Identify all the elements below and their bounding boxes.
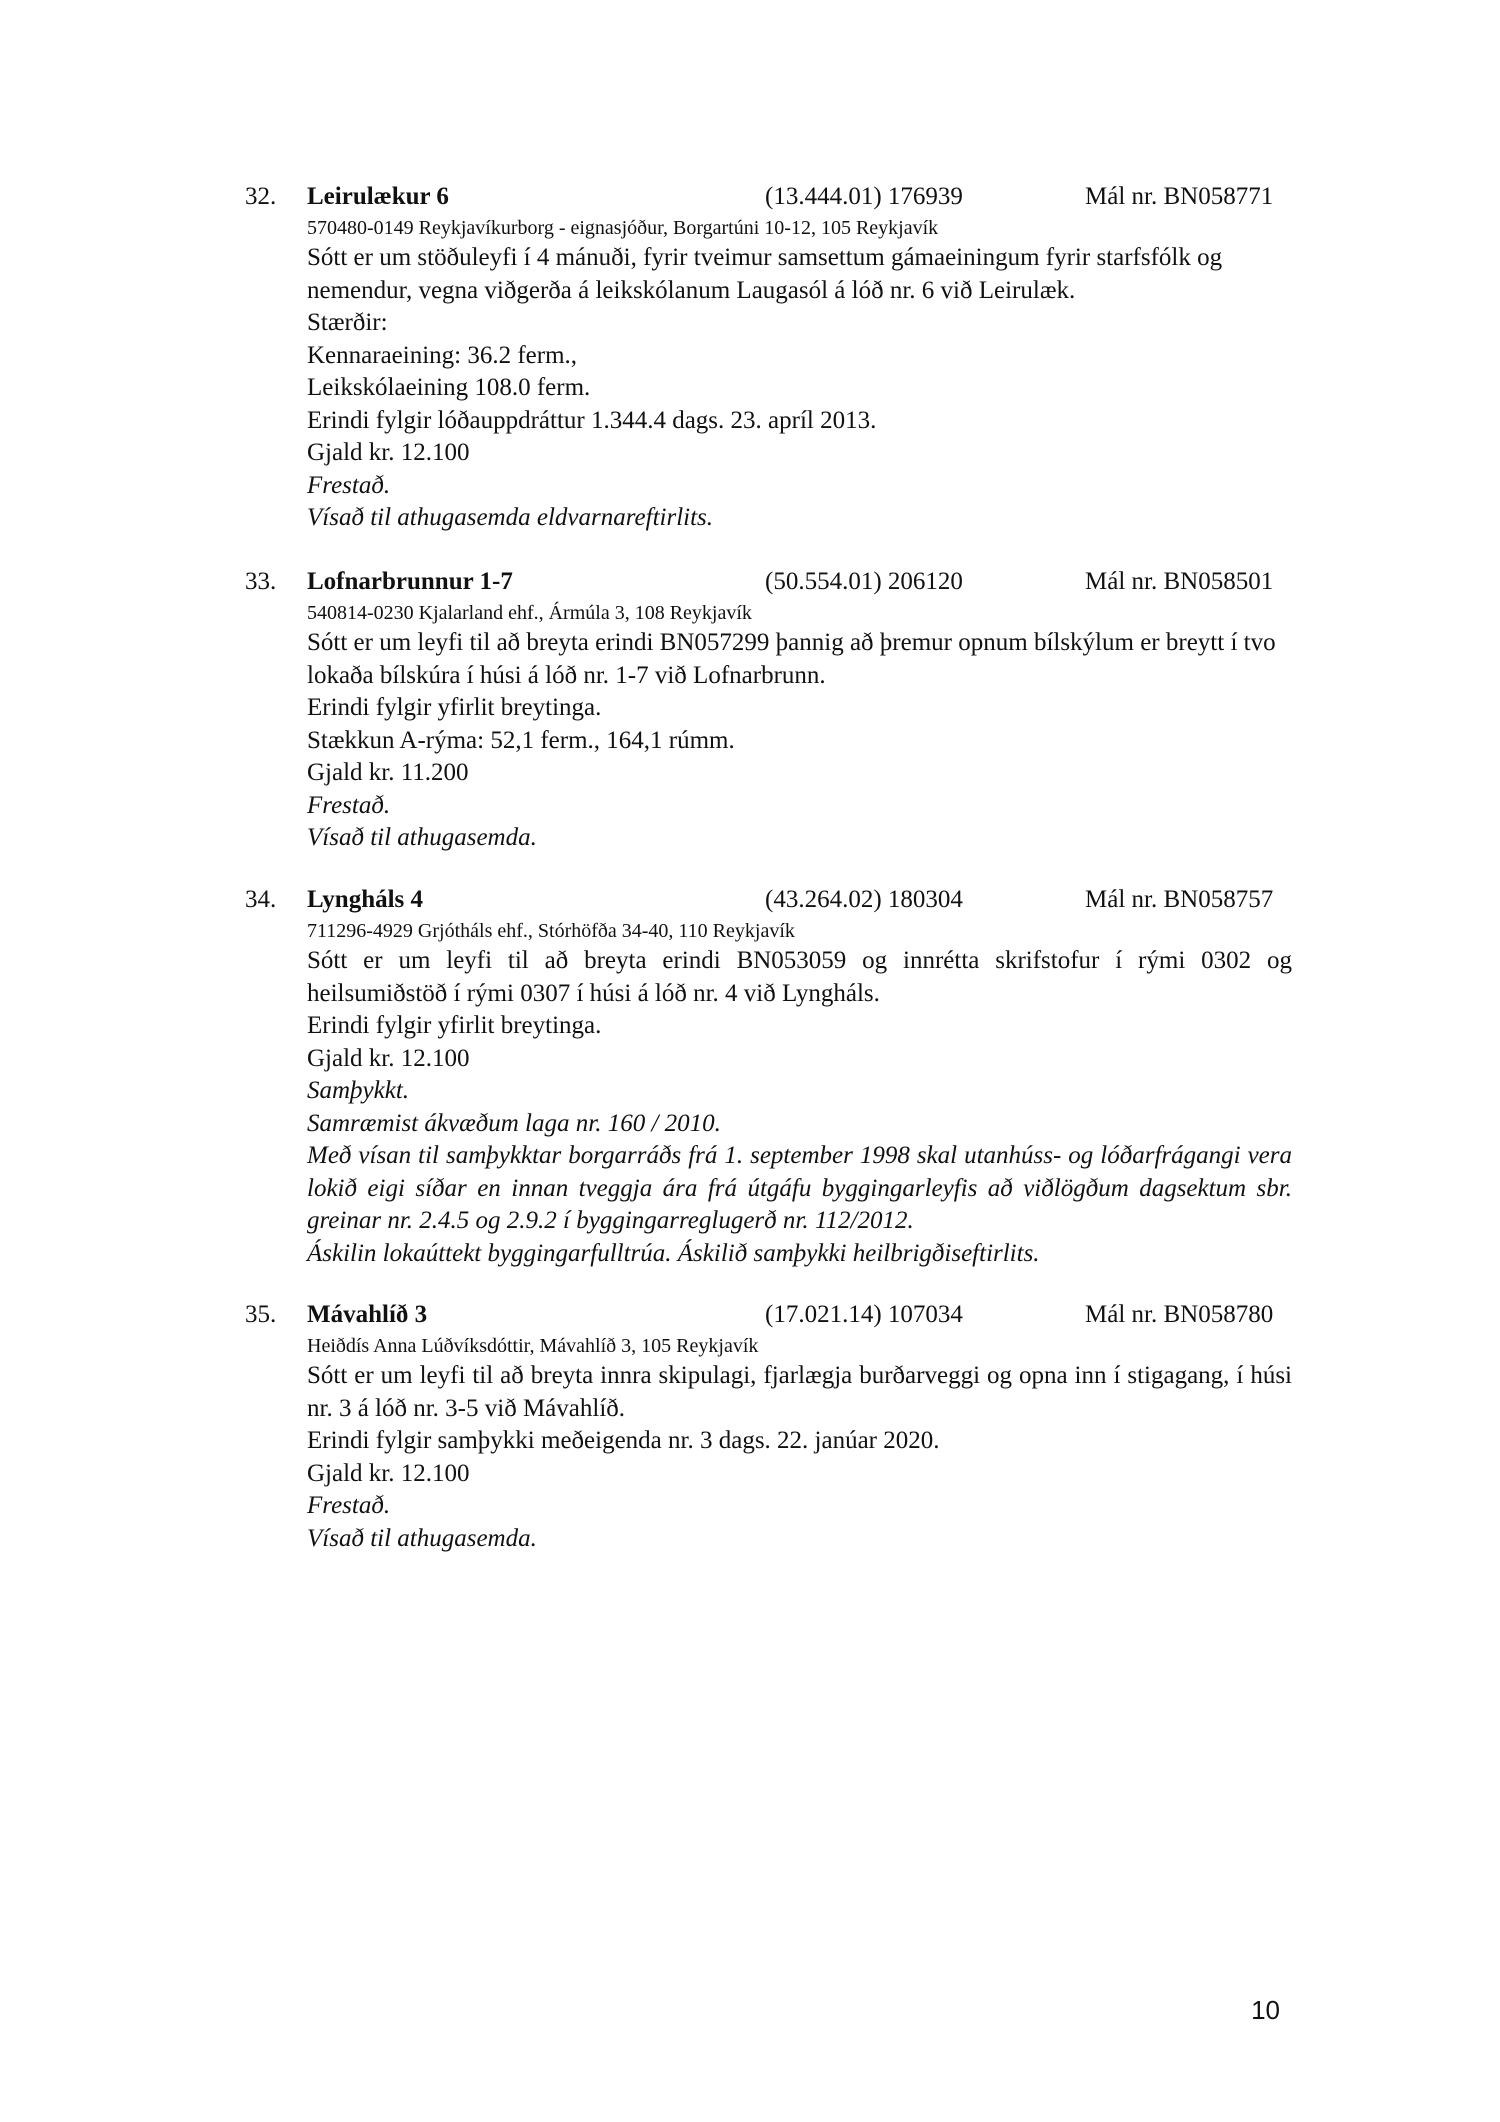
decision-line: Samræmist ákvæðum laga nr. 160 / 2010. — [307, 1109, 721, 1137]
applicant: 540814-0230 Kjalarland ehf., Ármúla 3, 108 Reykjavík — [307, 602, 752, 624]
land-number: (50.554.01) 206120 — [765, 568, 963, 595]
detail-line: Erindi fylgir samþykki meðeigenda nr. 3 dags. 22. janúar 2020. — [307, 1427, 940, 1454]
condition-note: Með vísan til samþykktar borgarráðs frá 1. september 1998 skal utanhúss- og lóðarfrágangi vera lokið eigi síðar en innan tveggja ára frá útgáfu byggingarleyfis að viðlögðum dagsektum sbr. greinar nr. 2.4.5 og 2.9.2 í byggingarreglugerð nr. 112/2012. — [307, 1142, 1292, 1234]
request-text: Sótt er um leyfi til að breyta erindi BN053059 og innrétta skrifstofur í rými 0302 og heilsumiðstöð í rými 0307 í húsi á lóð nr. 4 við Lyngháls. — [307, 947, 1292, 1007]
detail-line: Erindi fylgir yfirlit breytinga. — [307, 694, 602, 721]
entry-number: 35. — [245, 1301, 277, 1328]
case-number: Mál nr. BN058780 — [1085, 1301, 1274, 1328]
case-entry-34 — [245, 883, 1295, 1270]
fee-line: Gjald kr. 12.100 — [307, 1044, 470, 1072]
property-title: Lofnarbrunnur 1-7 — [307, 568, 513, 595]
entry-header — [245, 1298, 1295, 1332]
fee-line: Gjald kr. 12.100 — [307, 1459, 470, 1487]
applicant: 570480-0149 Reykjavíkurborg - eignasjóður, Borgartúni 10-12, 105 Reykjavík — [307, 217, 939, 239]
decision-line: Frestað. — [307, 1492, 391, 1519]
decision-line: Frestað. — [307, 471, 391, 499]
fee-line: Gjald kr. 12.100 — [307, 439, 470, 466]
land-number: (43.264.02) 180304 — [765, 886, 963, 913]
case-number: Mál nr. BN058501 — [1085, 568, 1274, 595]
property-title: Mávahlíð 3 — [307, 1301, 428, 1328]
detail-line: Stækkun A-rýma: 52,1 ferm., 164,1 rúmm. — [307, 726, 735, 754]
entry-number: 32. — [245, 183, 277, 210]
property-title: Lyngháls 4 — [307, 886, 424, 913]
case-number: Mál nr. BN058771 — [1085, 183, 1274, 210]
case-entry-35 — [245, 1298, 1295, 1555]
detail-line: Erindi fylgir lóðauppdráttur 1.344.4 dags. 23. apríl 2013. — [307, 406, 877, 434]
detail-line: Stærðir: — [307, 309, 388, 336]
entry-number: 33. — [245, 568, 277, 595]
land-number: (13.444.01) 176939 — [765, 183, 963, 210]
property-title: Leirulækur 6 — [307, 183, 449, 210]
decision-line: Frestað. — [307, 791, 391, 819]
request-text: Sótt er um stöðuleyfi í 4 mánuði, fyrir tveimur samsettum gámaeiningum fyrir starfsfólk og nemendur, vegna viðgerða á leikskólanum Laugasól á lóð nr. 6 við Leirulæk. — [307, 244, 1223, 304]
decision-line: Vísað til athugasemda. — [307, 824, 537, 851]
detail-line: Leikskólaeining 108.0 ferm. — [307, 374, 591, 401]
fee-line: Gjald kr. 11.200 — [307, 759, 469, 786]
decision-line: Vísað til athugasemda eldvarnareftirlits. — [307, 504, 714, 531]
decision-line: Samþykkt. — [307, 1077, 410, 1104]
page-number: 10 — [1251, 1995, 1280, 2025]
detail-line: Erindi fylgir yfirlit breytinga. — [307, 1012, 602, 1039]
land-number: (17.021.14) 107034 — [765, 1301, 963, 1328]
case-number: Mál nr. BN058757 — [1085, 886, 1274, 913]
case-entry-33 — [245, 565, 1295, 855]
entry-header — [245, 180, 1295, 214]
applicant: 711296-4929 Grjótháls ehf., Stórhöfða 34-40, 110 Reykjavík — [307, 920, 795, 942]
detail-line: Kennaraeining: 36.2 ferm., — [307, 341, 578, 369]
decision-line: Vísað til athugasemda. — [307, 1524, 537, 1552]
applicant: Heiðdís Anna Lúðvíksdóttir, Mávahlíð 3, 105 Reykjavík — [307, 1335, 759, 1357]
request-text: Sótt er um leyfi til að breyta erindi BN057299 þannig að þremur opnum bílskýlum er breytt í tvo lokaða bílskúra í húsi á lóð nr. 1-7 við Lofnarbrunn. — [307, 629, 1276, 689]
entry-header — [245, 565, 1295, 599]
final-condition: Áskilin lokaúttekt byggingarfulltrúa. Áskilið samþykki heilbrigðiseftirlits. — [307, 1239, 1040, 1267]
entry-header — [245, 883, 1295, 917]
request-text: Sótt er um leyfi til að breyta innra skipulagi, fjarlægja burðarveggi og opna inn í stigagang, í húsi nr. 3 á lóð nr. 3-5 við Mávahlíð. — [307, 1362, 1292, 1422]
entry-number: 34. — [245, 886, 277, 913]
case-entry-32 — [245, 180, 1295, 535]
